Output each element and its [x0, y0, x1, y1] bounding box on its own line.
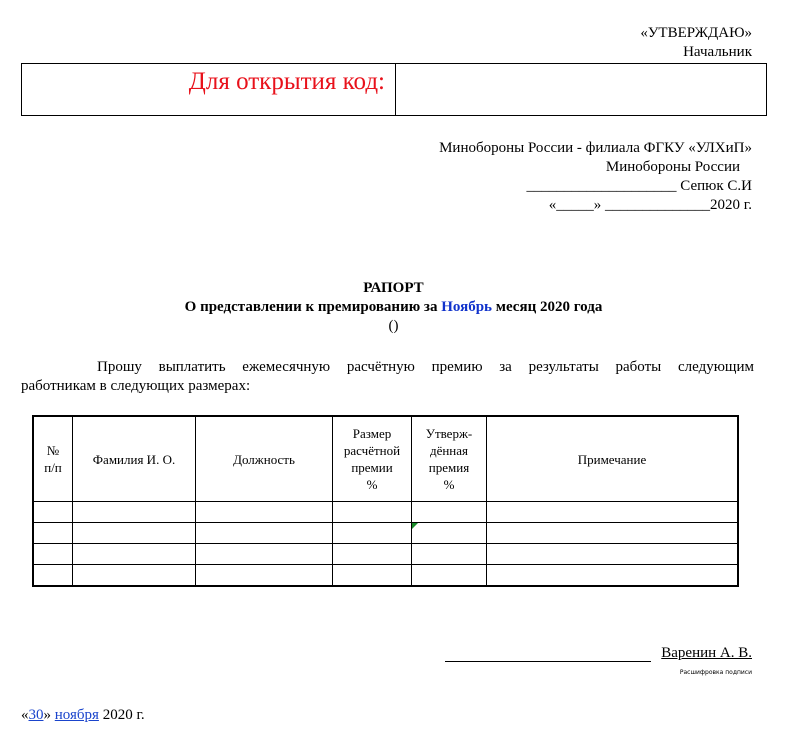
header-number: № п/п	[33, 416, 73, 502]
header-position: Должность	[196, 416, 333, 502]
request-text	[21, 358, 754, 396]
cell-position[interactable]	[196, 544, 333, 565]
cell-name[interactable]	[73, 502, 196, 523]
request-line-2: работникам в следующих размерах:	[21, 378, 251, 394]
table-row	[33, 502, 738, 523]
report-month: Ноябрь	[441, 299, 492, 315]
cell-position[interactable]	[196, 523, 333, 544]
report-subtitle	[0, 298, 787, 317]
header-approved-bonus: Утверж- дённая премия %	[412, 416, 487, 502]
date-close-quote: »	[43, 707, 55, 723]
table-row	[33, 523, 738, 544]
org-signature-line: ____________________ Сепюк С.И	[526, 178, 752, 194]
signature-line	[445, 645, 651, 662]
cell-approved-bonus[interactable]	[412, 565, 487, 587]
approval-title: «УТВЕРЖДАЮ»	[640, 25, 752, 41]
cell-approved-bonus[interactable]	[412, 502, 487, 523]
signature-block	[445, 645, 752, 662]
cell-name[interactable]	[73, 523, 196, 544]
request-line-1: Прошу выплатить ежемесячную расчётную премию за результаты работы следующим	[97, 359, 754, 375]
cell-calculated-bonus[interactable]	[333, 523, 412, 544]
report-title: РАПОРТ	[363, 280, 424, 296]
header-note: Примечание	[487, 416, 739, 502]
subtitle-prefix: О представлении к премированию за	[184, 299, 442, 315]
cell-calculated-bonus[interactable]	[333, 565, 412, 587]
signature-caption: Расшифровка подписи	[679, 669, 752, 676]
code-box	[21, 63, 767, 116]
approval-position: Начальник	[683, 44, 752, 60]
cell-calculated-bonus[interactable]	[333, 502, 412, 523]
cell-position[interactable]	[196, 565, 333, 587]
document-date	[21, 707, 145, 724]
date-open-quote: «	[21, 707, 29, 723]
cell-approved-bonus[interactable]	[412, 523, 487, 544]
approval-block	[640, 24, 752, 62]
code-value-field[interactable]	[396, 64, 766, 115]
cell-name[interactable]	[73, 544, 196, 565]
cell-note[interactable]	[487, 523, 739, 544]
signatory-name: Варенин А. В.	[661, 645, 752, 661]
cell-number[interactable]	[33, 523, 73, 544]
empty-parens: ()	[388, 318, 399, 334]
cell-number[interactable]	[33, 544, 73, 565]
cell-position[interactable]	[196, 502, 333, 523]
header-name: Фамилия И. О.	[73, 416, 196, 502]
cell-calculated-bonus[interactable]	[333, 544, 412, 565]
table-row	[33, 544, 738, 565]
cell-number[interactable]	[33, 502, 73, 523]
date-day-link[interactable]: 30	[28, 707, 44, 723]
table-header-row	[33, 416, 738, 502]
cell-note[interactable]	[487, 502, 739, 523]
cell-note[interactable]	[487, 565, 739, 587]
cell-name[interactable]	[73, 565, 196, 587]
org-date-line: «_____» ______________2020 г.	[548, 197, 752, 213]
header-calculated-bonus: Размер расчётной премии %	[333, 416, 412, 502]
org-line-2: Минобороны России	[605, 159, 740, 175]
cell-note[interactable]	[487, 544, 739, 565]
subtitle-suffix: месяц 2020 года	[492, 299, 603, 315]
organization-block	[439, 139, 752, 215]
cell-number[interactable]	[33, 565, 73, 587]
date-year: 2020 г.	[98, 707, 145, 723]
table-row	[33, 565, 738, 587]
org-line-1: Минобороны России - филиала ФГКУ «УЛХиП»	[439, 140, 752, 156]
cell-comment-marker	[412, 523, 418, 529]
date-month-link[interactable]: ноября	[54, 707, 99, 723]
cell-approved-bonus[interactable]	[412, 544, 487, 565]
bonus-table	[32, 415, 739, 587]
code-label: Для открытия код:	[22, 64, 396, 115]
report-heading	[0, 279, 787, 317]
